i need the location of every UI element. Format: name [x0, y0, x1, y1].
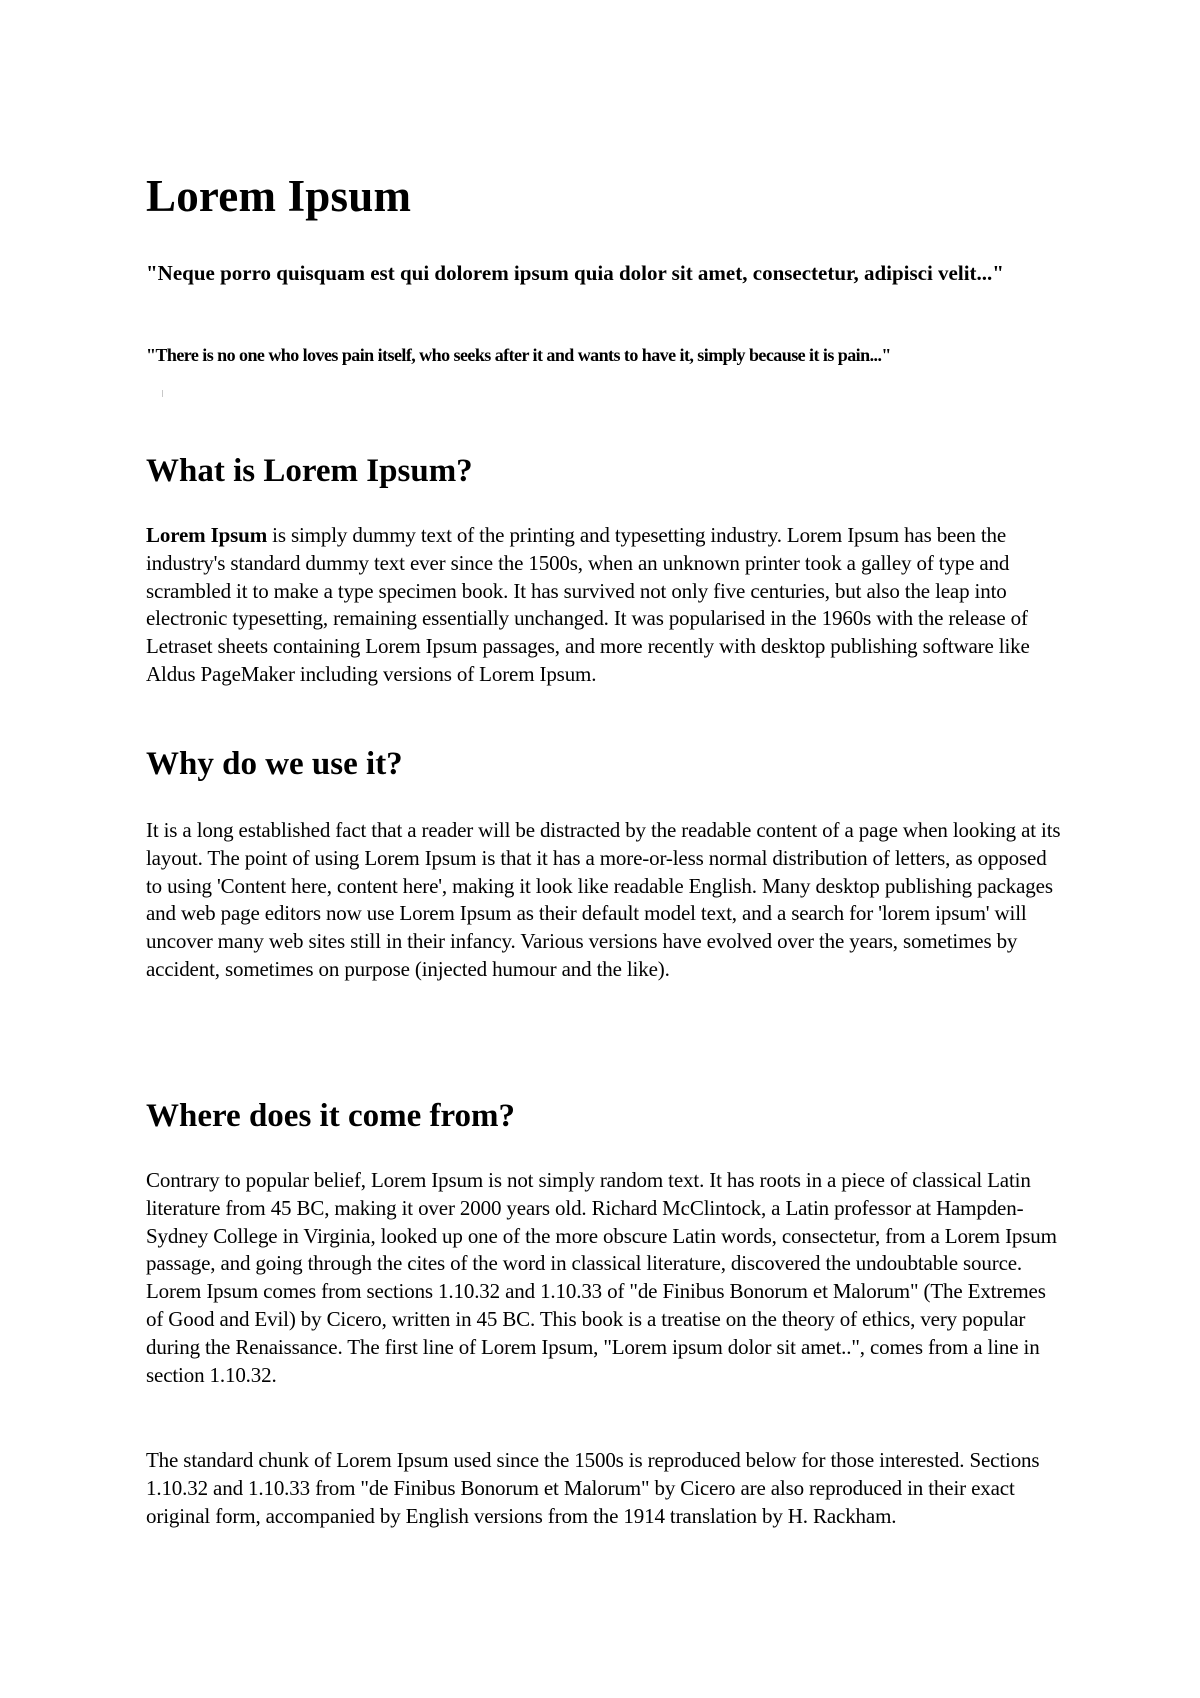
section-paragraph-where-1: Contrary to popular belief, Lorem Ipsum is not simply random text. It has roots in a piece of classical Latin literature from 45 BC, making it over 2000 years old. Richard McClintock, a Latin professor at Hampden-Sydney College in Virginia, looked up one of the more obscure Latin words, consectetur, from a Lorem Ipsum passage, and going through the cites of the word in classical literature, discovered the undoubtable source. Lorem Ipsum comes from sections 1.10.32 and 1.10.33 of "de Finibus Bonorum et Malorum" (The Extremes of Good and Evil) by Cicero, written in 45 BC. This book is a treatise on the theory of ethics, very popular during the Renaissance. The first line of Lorem Ipsum, "Lorem ipsum dolor sit amet..", comes from a line in section 1.10.32. [146, 1168, 1057, 1387]
latin-quote: "Neque porro quisquam est qui dolorem ipsum quia dolor sit amet, consectetur, adipisci velit..." [146, 261, 1004, 285]
paragraph-text: is simply dummy text of the printing and typesetting industry. Lorem Ipsum has been the industry's standard dummy text ever since the 1500s, when an unknown printer took a galley of type and scrambled it to make a type specimen book. It has survived not only five centuries, but also the leap into electronic typesetting, remaining essentially unchanged. It was popularised in the 1960s with the release of Letraset sheets containing Lorem Ipsum passages, and more recently with desktop publishing software like Aldus PageMaker including versions of Lorem Ipsum. [146, 523, 1030, 686]
section-paragraph-where-2: The standard chunk of Lorem Ipsum used since the 1500s is reproduced below for those interested. Sections 1.10.32 and 1.10.33 from "de Finibus Bonorum et Malorum" by Cicero are also reproduced in their exact original form, accompanied by English versions from the 1914 translation by H. Rackham. [146, 1448, 1040, 1528]
stray-mark [162, 390, 163, 397]
section-heading-why: Why do we use it? [146, 746, 403, 782]
section-paragraph-why: It is a long established fact that a reader will be distracted by the readable content of a page when looking at its layout. The point of using Lorem Ipsum is that it has a more-or-less normal distribution of letters, as opposed to using 'Content here, content here', making it look like readable English. Many desktop publishing packages and web page editors now use Lorem Ipsum as their default model text, and a search for 'lorem ipsum' will uncover many web sites still in their infancy. Various versions have evolved over the years, sometimes by accident, sometimes on purpose (injected humour and the like). [146, 818, 1061, 981]
lead-bold-term: Lorem Ipsum [146, 523, 268, 547]
section-heading-where: Where does it come from? [146, 1098, 516, 1134]
section-paragraph-what [146, 522, 1066, 689]
page-title: Lorem Ipsum [146, 171, 412, 221]
english-quote: "There is no one who loves pain itself, who seeks after it and wants to have it, simply because it is pain..." [146, 345, 891, 365]
section-heading-what: What is Lorem Ipsum? [146, 453, 473, 489]
